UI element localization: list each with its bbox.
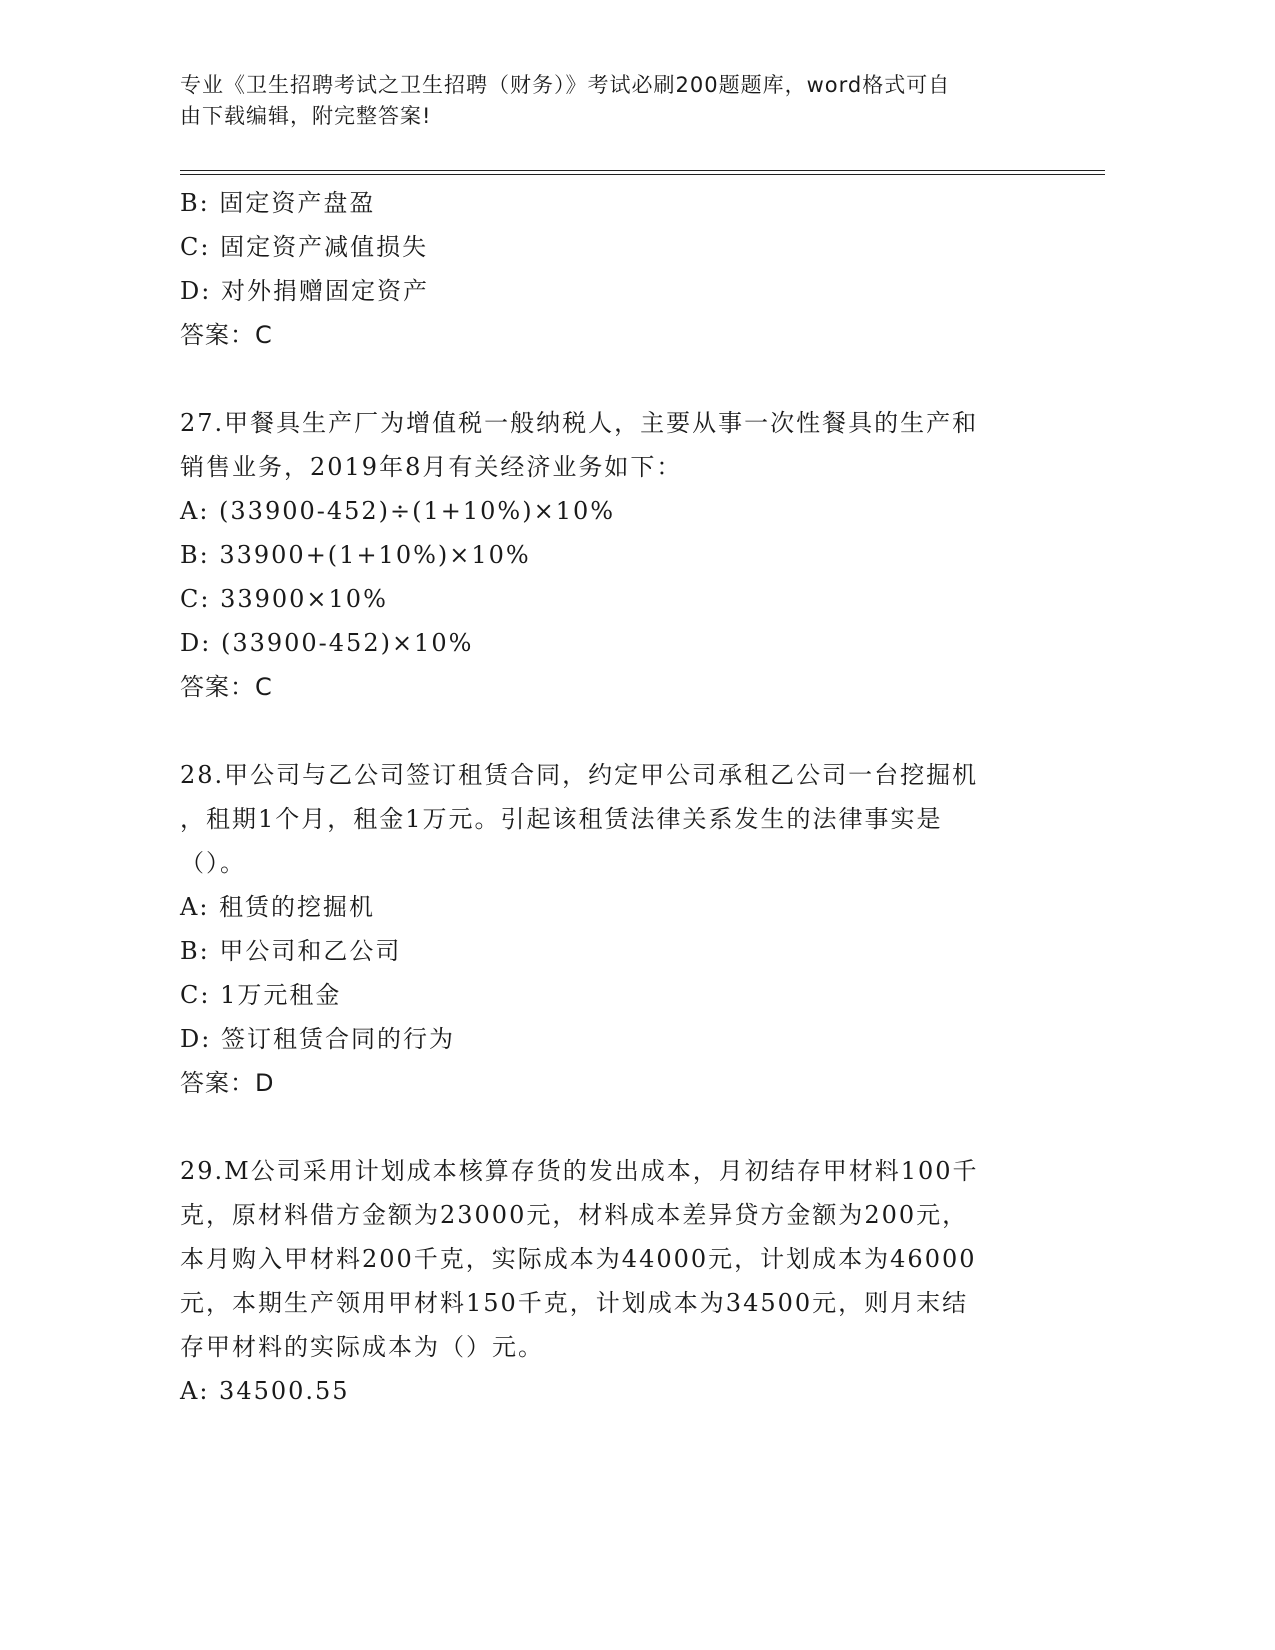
option-c: C: 固定资产减值损失 xyxy=(180,233,429,261)
question-stem-line: 克，原材料借方金额为23000元，材料成本差异贷方金额为200元， xyxy=(180,1201,969,1229)
question-stem-line: （）。 xyxy=(180,849,246,877)
header-line-2: 由下载编辑，附完整答案! xyxy=(180,104,432,128)
option-a: A: (33900-452)÷(1+10%)×10% xyxy=(180,497,616,525)
answer: 答案：D xyxy=(180,1069,275,1097)
option-c: C: 1万元租金 xyxy=(180,981,342,1009)
question-stem-line: 28.甲公司与乙公司签订租赁合同，约定甲公司承租乙公司一台挖掘机 xyxy=(180,761,979,789)
question-stem-line: ，租期1个月，租金1万元。引起该租赁法律关系发生的法律事实是 xyxy=(180,805,943,833)
option-b: B: 甲公司和乙公司 xyxy=(180,937,402,965)
option-a: A: 租赁的挖掘机 xyxy=(180,893,376,921)
question-stem-line: 本月购入甲材料200千克，实际成本为44000元，计划成本为46000 xyxy=(180,1245,977,1273)
question-stem-line: 27.甲餐具生产厂为增值税一般纳税人，主要从事一次性餐具的生产和 xyxy=(180,409,979,437)
answer: 答案：C xyxy=(180,673,273,701)
option-a: A: 34500.55 xyxy=(180,1377,350,1405)
header-line-1: 专业《卫生招聘考试之卫生招聘（财务）》考试必刷200题题库，word格式可自 xyxy=(180,73,951,97)
option-d: D: 签订租赁合同的行为 xyxy=(180,1025,455,1053)
answer: 答案：C xyxy=(180,321,273,349)
document-header xyxy=(180,70,1040,132)
option-b: B: 固定资产盘盈 xyxy=(180,189,376,217)
option-d: D: (33900-452)×10% xyxy=(180,629,474,657)
header-divider-bottom xyxy=(180,174,1105,175)
option-c: C: 33900×10% xyxy=(180,585,388,613)
question-stem-line: 销售业务，2019年8月有关经济业务如下： xyxy=(180,453,683,481)
question-28 xyxy=(180,753,1040,1105)
question-29 xyxy=(180,1149,1040,1413)
question-27 xyxy=(180,401,1040,709)
option-d: D: 对外捐赠固定资产 xyxy=(180,277,429,305)
header-divider-top xyxy=(180,170,1105,171)
question-stem-line: 存甲材料的实际成本为（）元。 xyxy=(180,1333,544,1361)
question-26 xyxy=(180,181,1040,357)
option-b: B: 33900+(1+10%)×10% xyxy=(180,541,531,569)
question-stem-line: 29.M公司采用计划成本核算存货的发出成本，月初结存甲材料100千 xyxy=(180,1157,979,1185)
question-stem-line: 元，本期生产领用甲材料150千克，计划成本为34500元，则月末结 xyxy=(180,1289,969,1317)
question-list xyxy=(180,181,1040,1413)
